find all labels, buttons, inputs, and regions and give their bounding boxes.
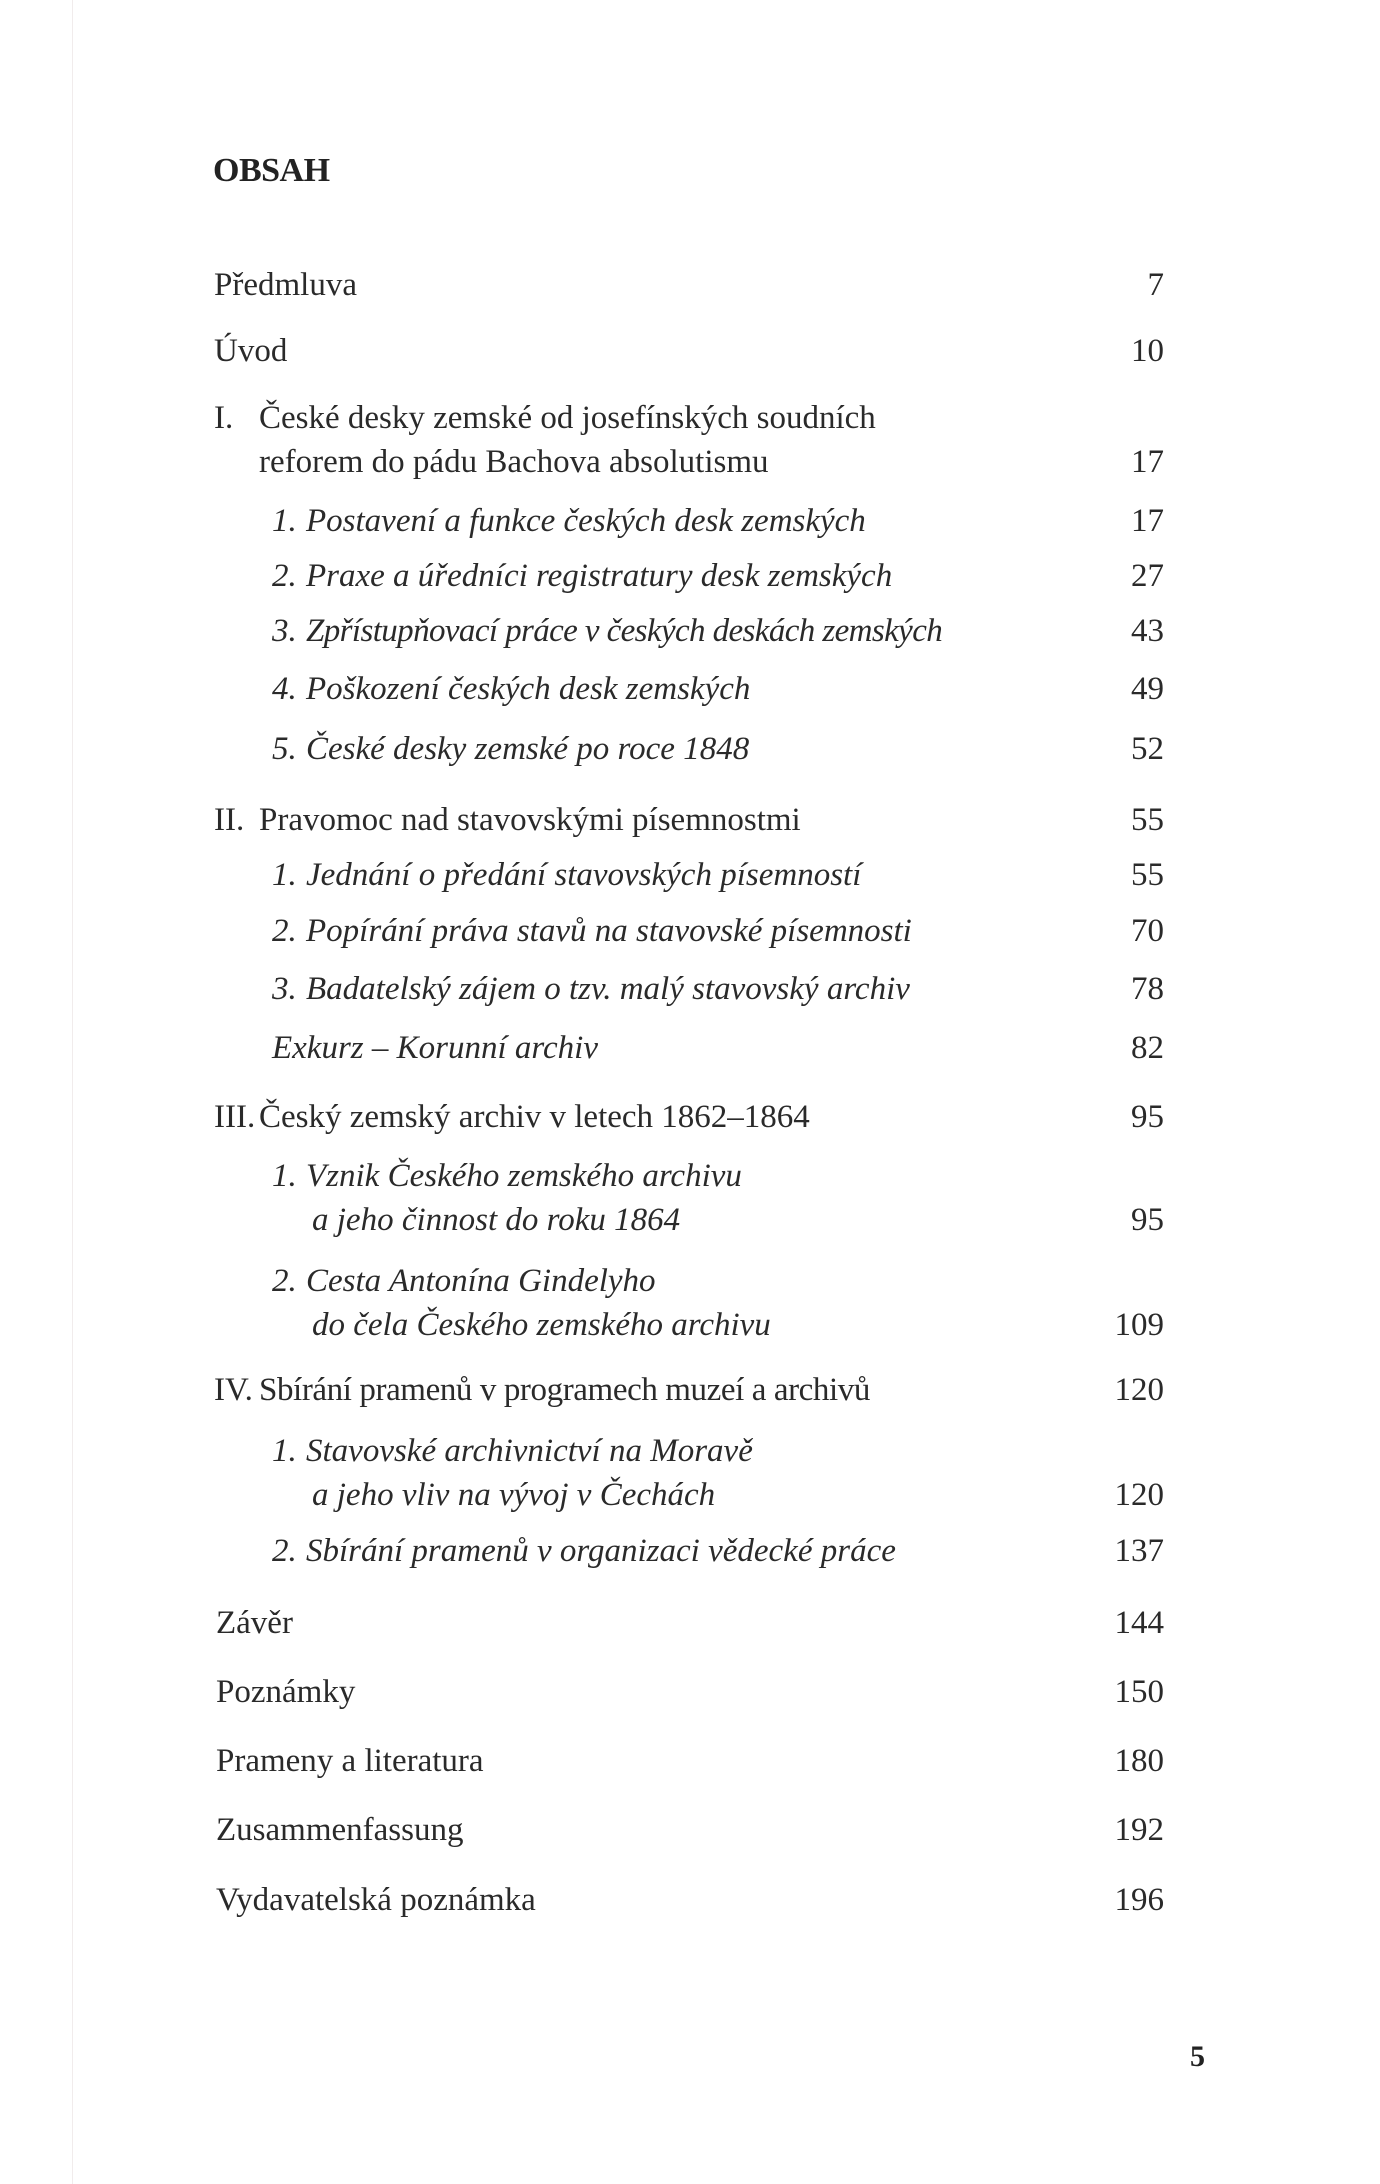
chapter-label: IV. — [214, 1372, 253, 1408]
toc-page: 192 — [1114, 1812, 1164, 1848]
toc-title: Zusammenfassung — [216, 1812, 464, 1848]
toc-entry-prameny[interactable] — [0, 1738, 1380, 1778]
toc-page: 95 — [1131, 1099, 1164, 1135]
toc-page: 10 — [1131, 333, 1164, 369]
toc-subentry[interactable] — [0, 726, 1380, 766]
toc-page: 137 — [1114, 1533, 1164, 1569]
toc-subentry[interactable] — [0, 666, 1380, 706]
toc-title: Postavení a funkce českých desk zemských — [306, 503, 866, 539]
toc-page: 55 — [1131, 802, 1164, 838]
toc-page: 120 — [1114, 1372, 1164, 1408]
sub-label: 1. — [272, 857, 297, 893]
toc-title: Popírání práva stavů na stavovské písemnosti — [306, 913, 912, 949]
toc-title: Exkurz – Korunní archiv — [272, 1030, 598, 1066]
toc-chapter-2[interactable] — [0, 797, 1380, 837]
toc-subentry[interactable] — [0, 1528, 1380, 1568]
toc-subentry[interactable] — [0, 608, 1380, 648]
toc-subentry-line2[interactable] — [0, 1302, 1380, 1342]
toc-title: Prameny a literatura — [216, 1743, 484, 1779]
toc-title: Vydavatelská poznámka — [216, 1882, 536, 1918]
sub-label: 5. — [272, 731, 297, 767]
toc-page: 70 — [1131, 913, 1164, 949]
sub-label: 2. — [272, 558, 297, 594]
toc-subentry[interactable] — [0, 966, 1380, 1006]
toc-entry-poznamky[interactable] — [0, 1669, 1380, 1709]
toc-chapter-3[interactable] — [0, 1094, 1380, 1134]
chapter-label: II. — [214, 802, 245, 838]
toc-subentry-line2[interactable] — [0, 1197, 1380, 1237]
toc-page: 150 — [1114, 1674, 1164, 1710]
toc-title: Sbírání pramenů v programech muzeí a archivů — [259, 1372, 870, 1408]
sub-label: 2. — [272, 1533, 297, 1569]
toc-entry-vydavatelska[interactable] — [0, 1877, 1380, 1917]
sub-label: 2. — [272, 1263, 297, 1299]
toc-title: Závěr — [216, 1605, 293, 1641]
toc-excursus[interactable] — [0, 1025, 1380, 1065]
toc-subentry[interactable] — [0, 852, 1380, 892]
toc-page: 120 — [1114, 1477, 1164, 1513]
chapter-label: I. — [214, 400, 234, 436]
toc-title: Úvod — [214, 333, 288, 369]
page-title: OBSAH — [213, 152, 330, 189]
toc-page: 78 — [1131, 971, 1164, 1007]
toc-page: 43 — [1131, 613, 1164, 649]
toc-entry-zusammenfassung[interactable] — [0, 1807, 1380, 1847]
toc-title: Praxe a úředníci registratury desk zemských — [306, 558, 893, 594]
toc-page: 17 — [1131, 444, 1164, 480]
toc-title: Poznámky — [216, 1674, 356, 1710]
toc-subentry-line2[interactable] — [0, 1472, 1380, 1512]
toc-title: České desky zemské od josefínských soudních — [259, 400, 876, 436]
toc-title: Poškození českých desk zemských — [306, 671, 751, 707]
toc-page: 7 — [1147, 267, 1164, 303]
toc-title: České desky zemské po roce 1848 — [306, 731, 750, 767]
page-number: 5 — [1190, 2040, 1205, 2073]
toc-title: Stavovské archivnictví na Moravě — [306, 1433, 753, 1469]
toc-title: Předmluva — [214, 267, 357, 303]
chapter-label: III. — [214, 1099, 256, 1135]
toc-entry-zaver[interactable] — [0, 1600, 1380, 1640]
sub-label: 1. — [272, 1158, 297, 1194]
toc-title: Jednání o předání stavovských písemností — [306, 857, 862, 893]
toc-page: 17 — [1131, 503, 1164, 539]
toc-entry-uvod[interactable] — [0, 328, 1380, 368]
toc-page: 109 — [1114, 1307, 1164, 1343]
toc-subentry[interactable] — [0, 908, 1380, 948]
toc-title: Badatelský zájem o tzv. malý stavovský archiv — [306, 971, 910, 1007]
toc-title: Sbírání pramenů v organizaci vědecké práce — [306, 1533, 896, 1569]
sub-label: 1. — [272, 1433, 297, 1469]
sub-label: 3. — [272, 613, 297, 649]
toc-entry-predmluva[interactable] — [0, 262, 1380, 302]
toc-chapter-1-line1[interactable] — [0, 395, 1380, 435]
toc-page: 144 — [1114, 1605, 1164, 1641]
sub-label: 4. — [272, 671, 297, 707]
toc-page: 82 — [1131, 1030, 1164, 1066]
toc-title-cont: do čela Českého zemského archivu — [312, 1307, 771, 1343]
toc-subentry[interactable] — [0, 498, 1380, 538]
toc-title: Zpřístupňovací práce v českých deskách zemských — [306, 613, 943, 649]
toc-title: Pravomoc nad stavovskými písemnostmi — [259, 802, 801, 838]
toc-page: 196 — [1114, 1882, 1164, 1918]
toc-title-cont: reforem do pádu Bachova absolutismu — [259, 444, 769, 480]
sub-label: 1. — [272, 503, 297, 539]
toc-page: 27 — [1131, 558, 1164, 594]
toc-chapter-1-line2[interactable] — [0, 439, 1380, 479]
toc-subentry-line1[interactable] — [0, 1258, 1380, 1298]
sub-label: 2. — [272, 913, 297, 949]
toc-subentry-line1[interactable] — [0, 1428, 1380, 1468]
toc-subentry[interactable] — [0, 553, 1380, 593]
toc-title: Český zemský archiv v letech 1862–1864 — [259, 1099, 810, 1135]
sub-label: 3. — [272, 971, 297, 1007]
toc-subentry-line1[interactable] — [0, 1153, 1380, 1193]
toc-page: 52 — [1131, 731, 1164, 767]
toc-title: Cesta Antonína Gindelyho — [306, 1263, 656, 1299]
toc-page: 95 — [1131, 1202, 1164, 1238]
toc-title-cont: a jeho vliv na vývoj v Čechách — [312, 1477, 716, 1513]
toc-page: 180 — [1114, 1743, 1164, 1779]
toc-title: Vznik Českého zemského archivu — [306, 1158, 742, 1194]
toc-chapter-4[interactable] — [0, 1367, 1380, 1407]
toc-page: 55 — [1131, 857, 1164, 893]
toc-page: 49 — [1131, 671, 1164, 707]
toc-title-cont: a jeho činnost do roku 1864 — [312, 1202, 681, 1238]
